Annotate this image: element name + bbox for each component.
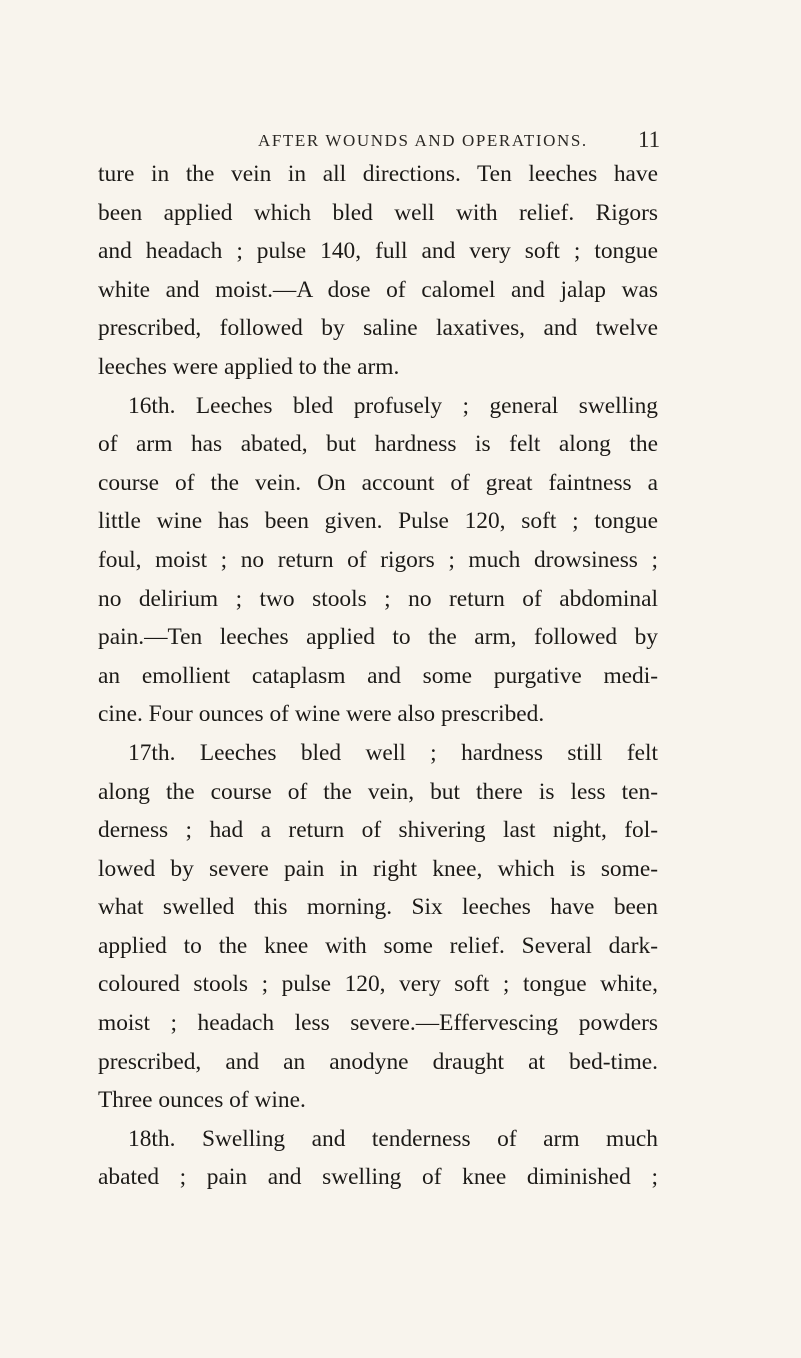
text-line: along the course of the vein, but there is less ten- xyxy=(98,778,658,805)
text-line: leeches were applied to the arm. xyxy=(98,353,400,380)
body-text xyxy=(98,155,658,1197)
text-line: abated ; pain and swelling of knee diminished ; xyxy=(98,1164,658,1191)
text-line: 18th. Swelling and tenderness of arm much xyxy=(128,1125,658,1152)
text-line: what swelled this morning. Six leeches have been xyxy=(98,894,658,921)
text-line: prescribed, followed by saline laxatives, and twelve xyxy=(98,315,658,342)
running-head: AFTER WOUNDS AND OPERATIONS. xyxy=(258,131,588,150)
text-line: coloured stools ; pulse 120, very soft ; tongue white, xyxy=(98,971,658,998)
text-line: an emollient cataplasm and some purgative medi- xyxy=(98,662,658,689)
text-line: applied to the knee with some relief. Several dark- xyxy=(98,932,658,959)
page-number: 11 xyxy=(638,127,661,152)
text-line: moist ; headach less severe.—Effervescing powders xyxy=(98,1010,658,1037)
text-line: Three ounces of wine. xyxy=(98,1087,306,1114)
text-line: cine. Four ounces of wine were also prescribed. xyxy=(98,701,545,728)
text-line: of arm has abated, but hardness is felt along the xyxy=(98,431,658,458)
text-line: and headach ; pulse 140, full and very soft ; tongue xyxy=(98,238,658,265)
text-line: little wine has been given. Pulse 120, soft ; tongue xyxy=(98,508,658,535)
text-line: no delirium ; two stools ; no return of abdominal xyxy=(98,585,658,612)
text-line: 16th. Leeches bled profusely ; general swelling xyxy=(128,392,658,419)
text-line: derness ; had a return of shivering last night, fol- xyxy=(98,817,658,844)
text-line: prescribed, and an anodyne draught at bed-time. xyxy=(98,1048,658,1075)
text-line: lowed by severe pain in right knee, which is some- xyxy=(98,855,658,882)
text-line: foul, moist ; no return of rigors ; much drowsiness ; xyxy=(98,546,658,573)
text-line: been applied which bled well with relief. Rigors xyxy=(98,199,658,226)
text-line: ture in the vein in all directions. Ten leeches have xyxy=(98,161,658,187)
text-line: course of the vein. On account of great faintness a xyxy=(98,469,658,496)
text-line: white and moist.—A dose of calomel and jalap was xyxy=(98,276,658,303)
text-line: 17th. Leeches bled well ; hardness still felt xyxy=(128,739,658,766)
text-line: pain.—Ten leeches applied to the arm, followed by xyxy=(98,624,658,651)
